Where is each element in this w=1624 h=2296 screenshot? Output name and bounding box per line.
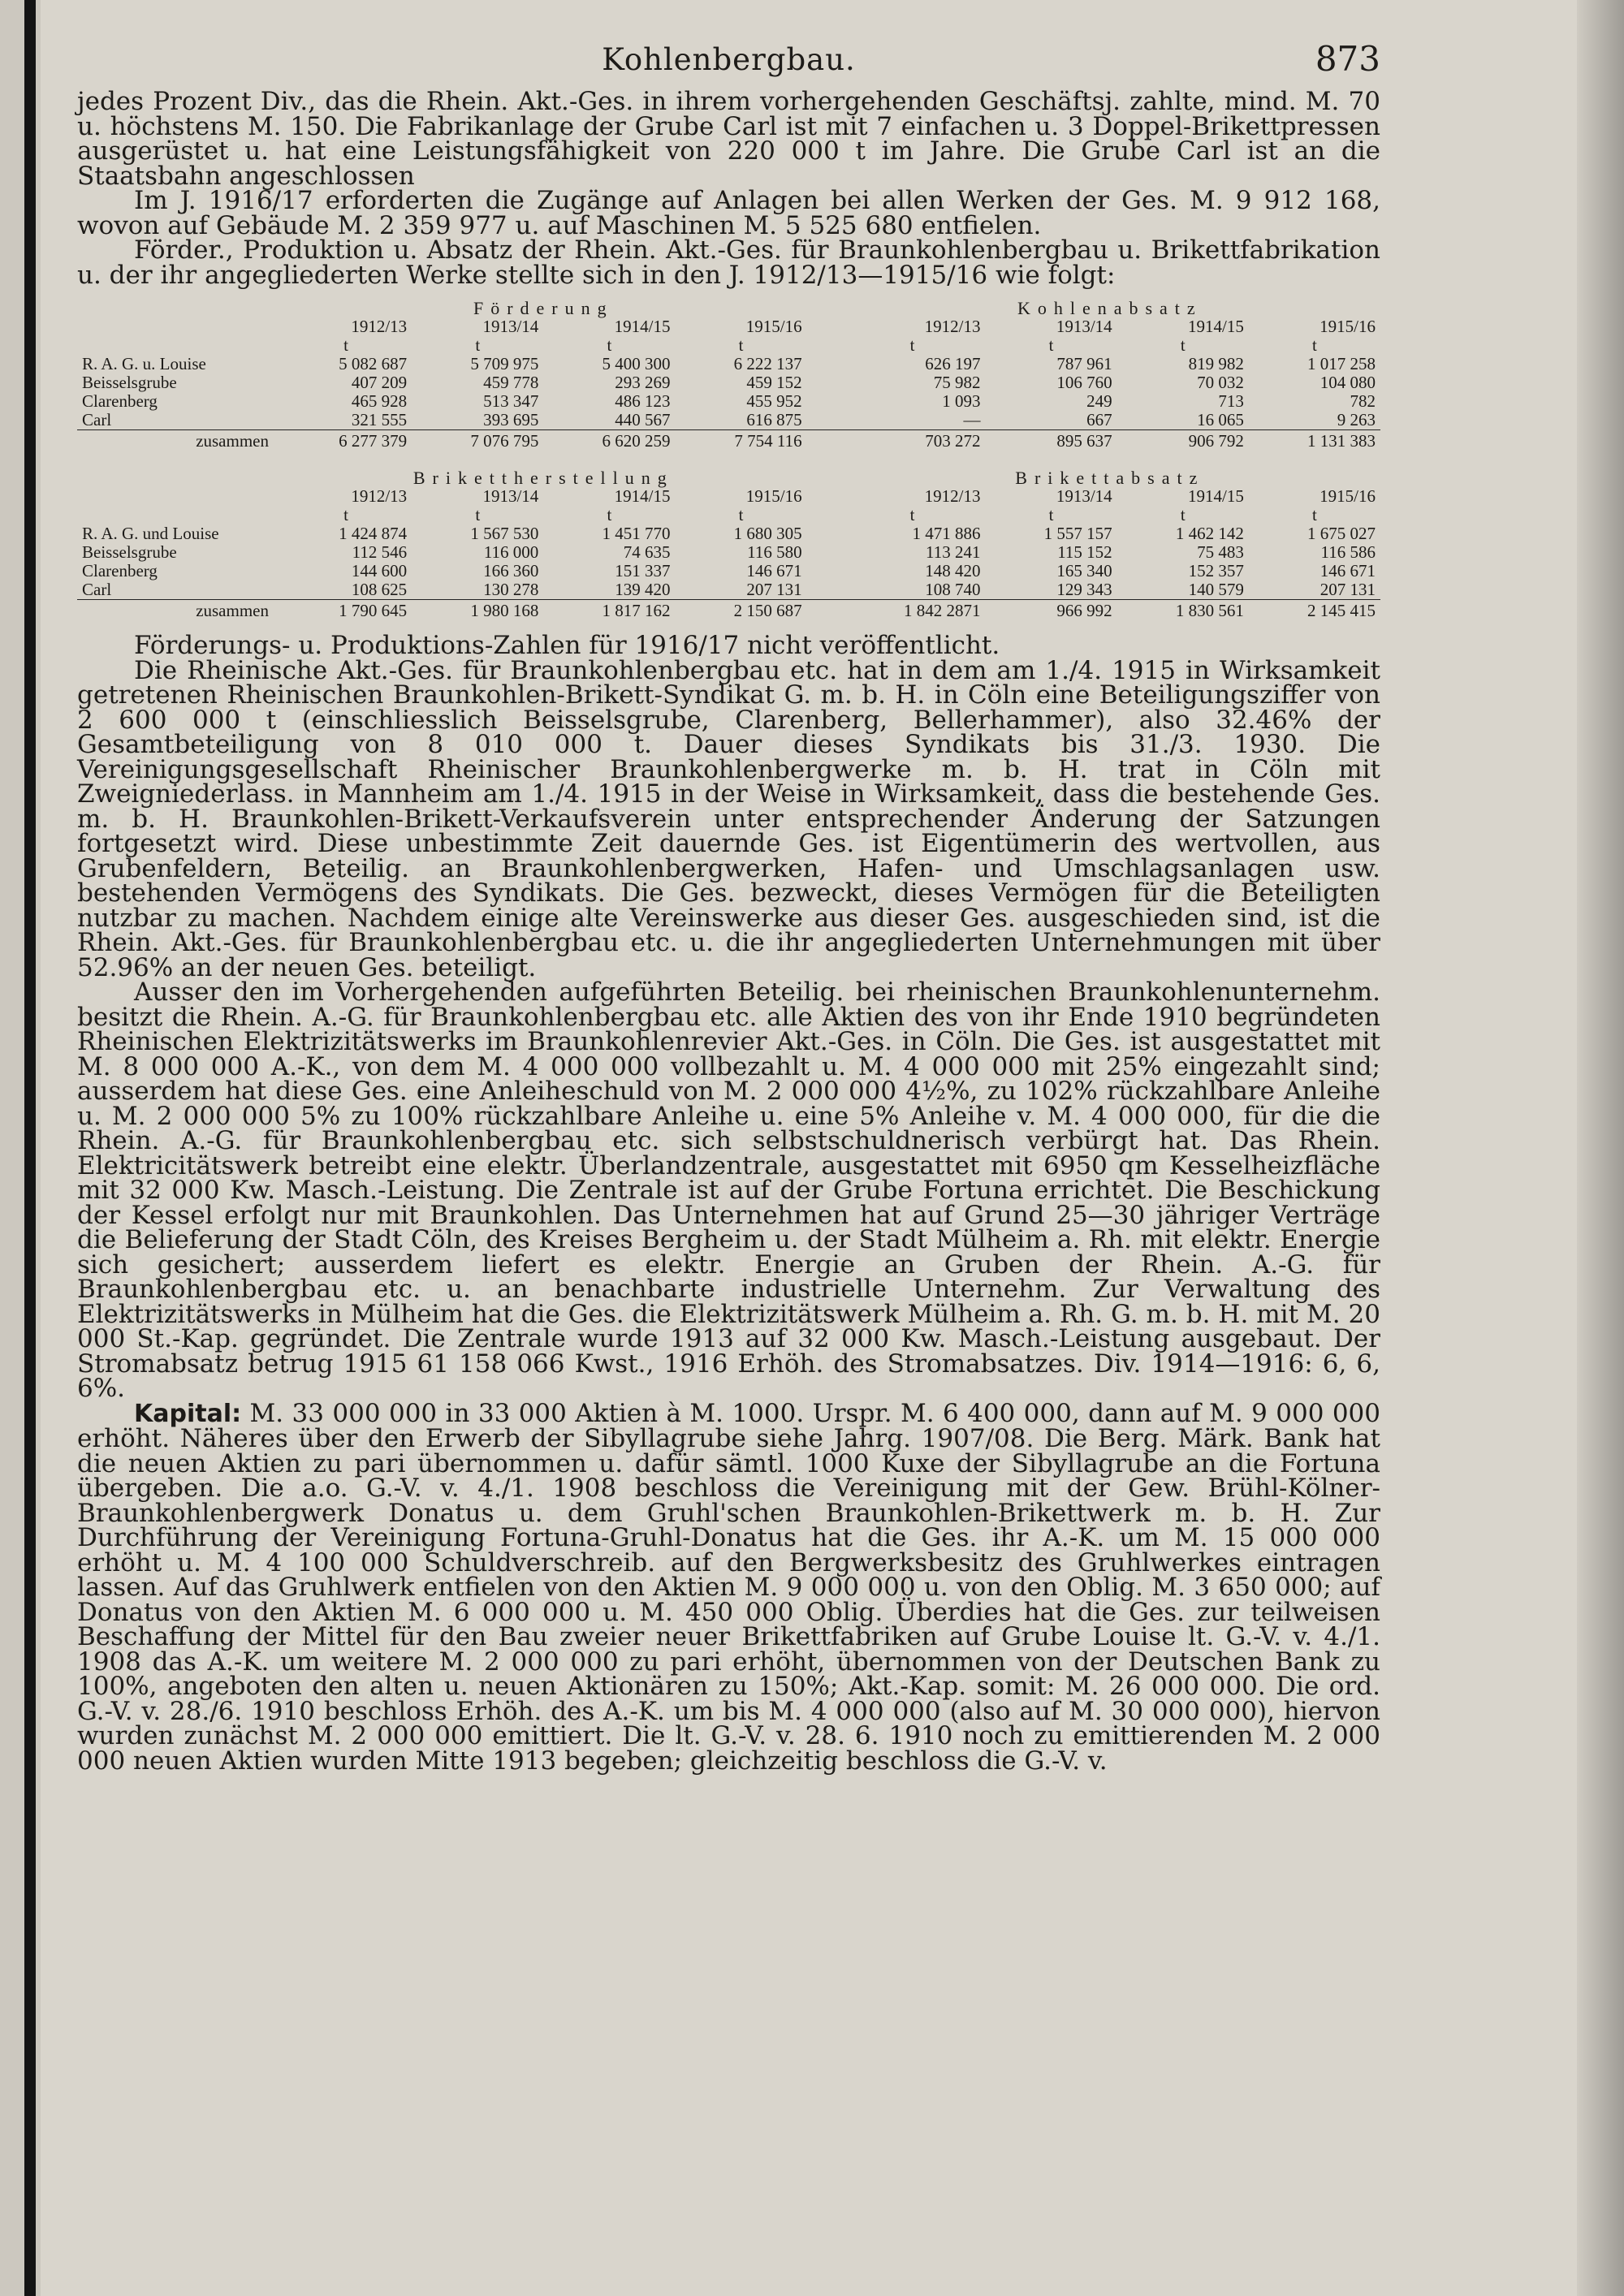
table-cell: 140 579 — [1188, 580, 1244, 599]
table-cell: — — [963, 410, 981, 429]
paragraph: Die Rheinische Akt.-Ges. für Braunkohlenbergbau etc. hat in dem am 1./4. 1915 in Wirksamkeit getretenen Rheinischen Braunkohlen-Brikett-Syndikat G. m. b. H. in Cöln eine Beteiligungsziffer von 2 600 000 t (einschliesslich Beisselsgrube, Clarenberg, Bellerhammer), also 32.46% der Gesamtbeteiligung von 8 010 000 t. Dauer dieses Syndikats bis 31./3. 1930. Die Vereinigungsgesellschaft Rheinischer Braunkohlenbergwerke m. b. H. trat in Cöln mit Zweigniederlass. in Mannheim am 1./4. 1915 in der Weise in Wirksamkeit, dass die bestehende Ges. m. b. H. Braunkohlen-Brikett-Verkaufsverein unter entsprechender Änderung der Satzungen fortgesetzt wird. Diese unbestimmte Zeit dauernde Ges. ist Eigentümerin des wertvollen, aus Grubenfeldern, Beteilig. an Braunkohlenbergwerken, Hafen- und Umschlagsanlagen usw. bestehenden Vermögens des Syndikats. Die Ges. bezweckt, dieses Vermögen für die Beteiligten nutzbar zu machen. Nachdem einige alte Vereinswerke aus dieser Ges. ausgeschieden sind, ist die Rhein. Akt.-Ges. für Braunkohlenbergbau etc. u. die ihr angegliederten Unternehmungen mit über 52.96% an der neuen Ges. beteiligt. — [77, 655, 1380, 982]
row-label: Clarenberg — [82, 391, 158, 411]
sum-cell: 703 272 — [840, 430, 986, 451]
table-cell: 667 — [1086, 410, 1112, 429]
table-cell: 115 152 — [1057, 542, 1112, 562]
year-cell: 1912/13 — [351, 486, 408, 506]
table-cell: 148 420 — [925, 561, 981, 580]
year-cell: 1913/14 — [482, 486, 539, 506]
table-cell: 144 600 — [351, 561, 408, 580]
unit-cell: t — [1180, 335, 1186, 355]
unit-cell: t — [1048, 505, 1054, 524]
kapital-text: M. 33 000 000 in 33 000 Aktien à M. 1000. Urspr. M. 6 400 000, dann auf M. 9 000 000 erhöht. Näheres über den Erwerb der Sibyllagrube siehe Jahrg. 1907/08. Die Berg. Märk. Bank hat die neuen Aktien zu pari übernommen u. dafür sämtl. 1000 Kuxe der Sibyllagrube an die Fortuna übergeben. Die a.o. G.-V. v. 4./1. 1908 beschloss die Vereinigung mit der Gew. Brühl-Kölner-Braunkohlenbergwerk Donatus u. dem Gruhl'schen Braunkohlen-Brikettwerk m. b. H. Zur Durchführung der Vereinigung Fortuna-Gruhl-Donatus hat die Ges. ihr A.-K. um M. 15 000 000 erhöht u. M. 4 100 000 Schuldverschreib. auf den Bergwerksbesitz des Gruhlwerkes eintragen lassen. Auf das Gruhlwerk entfielen von den Aktien M. 9 000 000 u. von den Oblig. M. 3 650 000; auf Donatus von den Aktien M. 6 000 000 u. M. 450 000 Oblig. Überdies hat die Ges. zur teilweisen Beschaffung der Mittel für den Bau zweier neuer Brikettfabriken auf Grube Louise lt. G.-V. v. 4./1. 1908 das A.-K. um weitere M. 2 000 000 zu pari erhöht, übernommen von der Deutschen Bank zu 100%, angeboten den alten u. neuen Aktionären zu 150%; Akt.-Kap. somit: M. 26 000 000. Die ord. G.-V. v. 28./6. 1910 beschloss Erhöh. des A.-K. um bis M. 4 000 000 (also auf M. 30 000 000), hiervon wurden zunächst M. 2 000 000 emittiert. Die lt. G.-V. v. 28. 6. 1910 noch zu emittierenden M. 2 000 000 neuen Aktien wurden Mitte 1913 begeben; gleichzeitig beschloss die G.-V. v. — [77, 1398, 1380, 1776]
table-cell: 1 424 874 — [339, 524, 408, 543]
unit-cell: t — [475, 335, 481, 355]
group-title-brikettherstellung: Brikettherstellung — [412, 468, 674, 488]
table-cell: 116 000 — [483, 542, 539, 562]
year-cell: 1915/16 — [1320, 317, 1376, 336]
binding-shadow — [24, 0, 36, 2296]
table-cell: 75 483 — [1197, 542, 1244, 562]
table-cell: 249 — [1086, 391, 1112, 411]
table-cell: 104 080 — [1320, 373, 1376, 392]
unit-row — [77, 336, 1380, 355]
year-cell: 1914/15 — [614, 486, 671, 506]
table-cell: 1 557 157 — [1043, 524, 1112, 543]
page-header — [77, 32, 1380, 89]
unit-cell: t — [607, 335, 612, 355]
table-cell: 459 152 — [746, 373, 802, 392]
year-cell: 1913/14 — [482, 317, 539, 336]
table-cell: 1 462 142 — [1175, 524, 1244, 543]
year-cell: 1915/16 — [745, 317, 802, 336]
group-title-brikettabsatz: Brikettabsatz — [1015, 468, 1205, 488]
table-cell: 165 340 — [1056, 561, 1112, 580]
table-cell: 626 197 — [925, 354, 981, 373]
table-cell: 486 123 — [615, 391, 671, 411]
table-cell: 16 065 — [1197, 410, 1244, 429]
year-cell: 1913/14 — [1056, 486, 1112, 506]
sum-label: zusammen — [77, 430, 280, 451]
row-label: Beisselsgrube — [82, 373, 177, 392]
year-header-row — [77, 317, 1380, 336]
table-cell: 407 209 — [351, 373, 408, 392]
sum-cell: 966 992 — [986, 600, 1117, 621]
unit-cell: t — [909, 505, 915, 524]
unit-cell: t — [738, 505, 744, 524]
table-cell: 713 — [1218, 391, 1244, 411]
sum-cell: 1 842 2871 — [840, 600, 986, 621]
sum-cell: 1 790 645 — [280, 600, 412, 621]
year-cell: 1914/15 — [1187, 317, 1244, 336]
table-cell: 70 032 — [1197, 373, 1244, 392]
table-cell: 393 695 — [483, 410, 539, 429]
table-cell: 513 347 — [483, 391, 539, 411]
year-cell: 1914/15 — [614, 317, 671, 336]
table-cell: 116 580 — [747, 542, 802, 562]
table-cell: 9 263 — [1337, 410, 1376, 429]
unit-cell: t — [475, 505, 481, 524]
sum-label: zusammen — [77, 600, 280, 621]
paragraph: Ausser den im Vorhergehenden aufgeführten Beteilig. bei rheinischen Braunkohlenunternehm. besitzt die Rhein. A.-G. für Braunkohlenbergbau etc. alle Aktien des von ihr Ende 1910 begründeten Rheinischen Elektrizitätswerks im Braunkohlenrevier Akt.-Ges. in Cöln. Die Ges. ist ausgestattet mit M. 8 000 000 A.-K., von dem M. 4 000 000 vollbezahlt u. M. 4 000 000 mit 25% eingezahlt sind; ausserdem hat diese Ges. eine Anleiheschuld von M. 2 000 000 4½%, zu 102% rückzahlbare Anleihe u. M. 2 000 000 5% zu 100% rückzahlbare Anleihe u. eine 5% Anleihe v. M. 4 000 000, für die die Rhein. A.-G. für Braunkohlenbergbau etc. sich selbstschuldnerisch verbürgt hat. Das Rhein. Elektricitätswerk betreibt eine elektr. Überlandzentrale, ausgestattet mit 6950 qm Kesselheizfläche mit 32 000 Kw. Masch.-Leistung. Die Zentrale ist auf der Grube Fortuna errichtet. Die Beschickung der Kessel erfolgt nur mit Braunkohlen. Das Unternehmen hat auf Grund 25—30 jähriger Verträge die Belieferung der Stadt Cöln, des Kreises Bergheim u. der Stadt Mülheim a. Rh. mit elektr. Energie sich gesichert; ausserdem liefert es elektr. Energie an Gruben der Rhein. A.-G. für Braunkohlenbergbau etc. u. an benachbarte industrielle Unternehm. Zur Verwaltung des Elektrizitätswerks in Mülheim hat die Ges. die Elektrizitätswerk Mülheim a. Rh. G. m. b. H. mit M. 20 000 St.-Kap. gegründet. Die Zentrale wurde 1913 auf 32 000 Kw. Masch.-Leistung ausgebaut. Der Stromabsatz betrug 1915 61 158 066 Kwst., 1916 Erhöh. des Stromabsatzes. Div. 1914—1916: 6, 6, 6%. — [77, 978, 1380, 1403]
sum-cell: 1 830 561 — [1117, 600, 1249, 621]
sum-cell: 2 145 415 — [1249, 600, 1380, 621]
year-header-row — [77, 487, 1380, 506]
table-cell: 151 337 — [615, 561, 671, 580]
unit-cell: t — [738, 335, 744, 355]
table-row — [77, 562, 1380, 580]
document-page — [77, 32, 1380, 1776]
table-cell: 616 875 — [746, 410, 802, 429]
statistics-table — [77, 294, 1380, 620]
unit-cell: t — [909, 335, 915, 355]
table-cell: 106 760 — [1056, 373, 1112, 392]
table-cell: 459 778 — [483, 373, 539, 392]
table-cell: 152 357 — [1188, 561, 1244, 580]
table-cell: 108 740 — [925, 580, 981, 599]
table-cell: 139 420 — [615, 580, 671, 599]
table-cell: 130 278 — [483, 580, 539, 599]
table-cell: 782 — [1350, 391, 1376, 411]
table-cell: 1 680 305 — [733, 524, 802, 543]
paragraph: jedes Prozent Div., das die Rhein. Akt.-Ges. in ihrem vorhergehenden Geschäftsj. zahlte, mind. M. 70 u. höchstens M. 150. Die Fabrikanlage der Grube Carl ist mit 7 einfachen u. 3 Doppel-Brikettpressen ausgerüstet u. hat eine Leistungsfähigkeit von 220 000 t im Jahre. Die Grube Carl ist an die Staatsbahn angeschlossen — [77, 87, 1380, 191]
row-label: Carl — [82, 580, 112, 599]
table-cell: 455 952 — [746, 391, 802, 411]
sum-row — [77, 600, 1380, 621]
sum-cell: 895 637 — [986, 430, 1117, 451]
year-cell: 1912/13 — [924, 317, 981, 336]
running-title: Kohlenbergbau. — [602, 42, 856, 77]
table-cell: 146 671 — [1320, 561, 1376, 580]
table-cell: 207 131 — [746, 580, 802, 599]
table-cell: 1 017 258 — [1307, 354, 1376, 373]
page-number: 873 — [1315, 39, 1380, 79]
year-cell: 1915/16 — [745, 486, 802, 506]
sum-cell: 7 076 795 — [412, 430, 543, 451]
table-row — [77, 373, 1380, 392]
paragraph: Im J. 1916/17 erforderten die Zugänge auf Anlagen bei allen Werken der Ges. M. 9 912 168, wovon auf Gebäude M. 2 359 977 u. auf Maschinen M. 5 525 680 entfielen. — [77, 186, 1380, 240]
unit-cell: t — [1311, 505, 1317, 524]
table-cell: 465 928 — [351, 391, 408, 411]
sum-cell: 7 754 116 — [675, 430, 806, 451]
table-cell: 113 241 — [926, 542, 981, 562]
sum-cell: 2 150 687 — [675, 600, 806, 621]
table-row — [77, 411, 1380, 430]
table-group-header — [77, 294, 1380, 317]
table-cell: 440 567 — [615, 410, 671, 429]
paragraph: Förder., Produktion u. Absatz der Rhein. Akt.-Ges. für Braunkohlenbergbau u. Brikettfabrikation u. der ihr angegliederten Werke stellte sich in den J. 1912/13—1915/16 wie folgt: — [77, 235, 1380, 290]
group-title-kohlenabsatz: Kohlenabsatz — [1017, 298, 1203, 318]
table-row — [77, 355, 1380, 373]
year-cell: 1914/15 — [1187, 486, 1244, 506]
sum-row — [77, 430, 1380, 451]
unit-cell: t — [1048, 335, 1054, 355]
row-label: Carl — [82, 410, 112, 429]
table-row — [77, 524, 1380, 543]
body-text — [77, 631, 1380, 1776]
table-cell: 1 471 886 — [912, 524, 981, 543]
table-cell: 787 961 — [1056, 354, 1112, 373]
kapital-label: Kapital: — [134, 1399, 242, 1428]
unit-cell: t — [1311, 335, 1317, 355]
unit-cell: t — [607, 505, 612, 524]
table-cell: 5 709 975 — [470, 354, 539, 373]
year-cell: 1912/13 — [924, 486, 981, 506]
sum-cell: 1 980 168 — [412, 600, 543, 621]
year-cell: 1913/14 — [1056, 317, 1112, 336]
sum-cell: 1 817 162 — [543, 600, 675, 621]
table-cell: 1 451 770 — [602, 524, 671, 543]
table-cell: 293 269 — [615, 373, 671, 392]
sum-cell: 6 277 379 — [280, 430, 412, 451]
table-cell: 75 982 — [933, 373, 981, 392]
table-cell: 166 360 — [483, 561, 539, 580]
unit-cell: t — [343, 505, 348, 524]
paragraph: Förderungs- u. Produktions-Zahlen für 1916/17 nicht veröffentlicht. — [134, 631, 1000, 660]
page-right-edge — [1577, 0, 1624, 2296]
year-cell: 1915/16 — [1320, 486, 1376, 506]
table-cell: 1 567 530 — [470, 524, 539, 543]
table-row — [77, 392, 1380, 411]
unit-row — [77, 506, 1380, 524]
table-cell: 116 586 — [1320, 542, 1376, 562]
table-row — [77, 543, 1380, 562]
row-label: R. A. G. u. Louise — [82, 354, 206, 373]
sum-cell: 906 792 — [1117, 430, 1249, 451]
unit-cell: t — [1180, 505, 1186, 524]
table-cell: 321 555 — [351, 410, 408, 429]
unit-cell: t — [343, 335, 348, 355]
table-cell: 207 131 — [1320, 580, 1376, 599]
table-cell: 112 546 — [352, 542, 408, 562]
table-cell: 1 093 — [942, 391, 981, 411]
table-cell: 6 222 137 — [733, 354, 802, 373]
table-cell: 5 400 300 — [602, 354, 671, 373]
table-cell: 5 082 687 — [339, 354, 408, 373]
sum-cell: 1 131 383 — [1249, 430, 1380, 451]
table-cell: 146 671 — [746, 561, 802, 580]
table-cell: 1 675 027 — [1307, 524, 1376, 543]
table-group-header — [77, 464, 1380, 487]
row-label: R. A. G. und Louise — [82, 524, 219, 543]
table-row — [77, 580, 1380, 600]
sum-cell: 6 620 259 — [543, 430, 675, 451]
table-cell: 819 982 — [1188, 354, 1244, 373]
group-title-foerderung: Förderung — [473, 298, 614, 318]
year-cell: 1912/13 — [351, 317, 408, 336]
table-cell: 108 625 — [351, 580, 408, 599]
row-label: Clarenberg — [82, 561, 158, 580]
table-cell: 74 635 — [623, 542, 671, 562]
table-cell: 129 343 — [1056, 580, 1112, 599]
row-label: Beisselsgrube — [82, 542, 177, 562]
kapital-paragraph — [77, 1398, 1380, 1776]
